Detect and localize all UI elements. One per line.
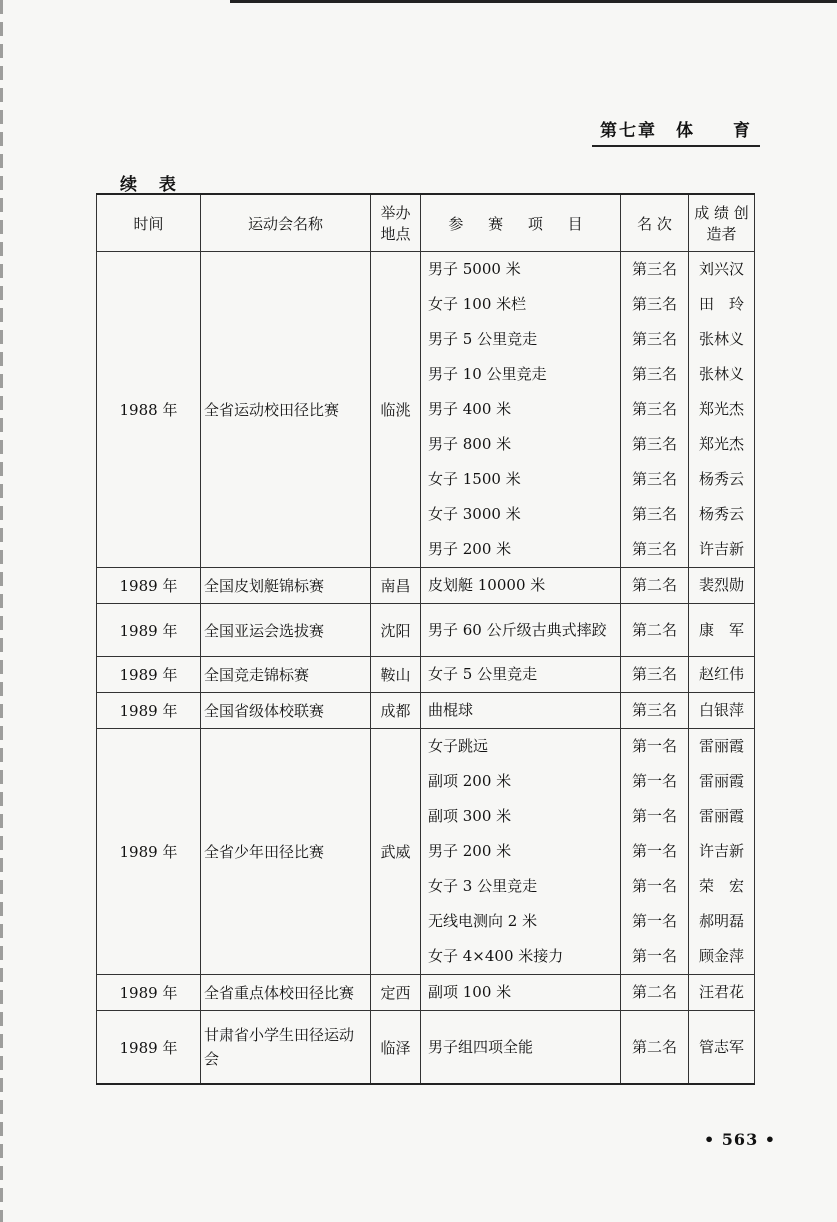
cell-rank-list	[621, 693, 689, 729]
chapter-heading: 第七章 体 育	[592, 116, 760, 147]
cell-rank-list	[621, 568, 689, 604]
entry-event: 男子 200 米	[428, 842, 512, 860]
table-body	[97, 252, 755, 1085]
cell-event-list	[421, 604, 621, 657]
entry-athlete: 许吉新	[698, 540, 744, 558]
entry-event: 皮划艇 10000 米	[428, 576, 546, 594]
table-header-row	[97, 194, 755, 252]
entry-athlete: 杨秀云	[698, 470, 744, 488]
table-row	[97, 657, 755, 693]
entry-athlete: 白银萍	[698, 701, 744, 719]
entry-event: 女子 3000 米	[428, 505, 521, 523]
entry-event: 女子 1500 米	[428, 470, 521, 488]
entry-event: 女子 4×400 米接力	[428, 947, 564, 965]
entry-rank: 第三名	[631, 665, 677, 683]
entry-athlete: 张林义	[698, 330, 744, 348]
cell-time: 1989 年	[97, 975, 201, 1011]
cell-time: 1989 年	[97, 604, 201, 657]
cell-meet: 全省少年田径比赛	[201, 729, 371, 975]
table-row	[97, 604, 755, 657]
entry-rank: 第三名	[631, 295, 677, 313]
entry-event: 女子跳远	[428, 737, 489, 755]
page-number: • 563 •	[704, 1130, 776, 1149]
entry-event: 无线电测向 2 米	[428, 912, 538, 930]
entry-athlete: 雷丽霞	[698, 772, 744, 790]
continued-label: 续 表	[120, 175, 184, 195]
cell-event-list	[421, 975, 621, 1011]
table-row	[97, 729, 755, 975]
entry-athlete: 管志军	[698, 1038, 744, 1056]
cell-athlete-list	[689, 729, 755, 975]
entry-athlete: 雷丽霞	[698, 807, 744, 825]
cell-time: 1989 年	[97, 657, 201, 693]
cell-meet: 全国竞走锦标赛	[201, 657, 371, 693]
cell-athlete-list	[689, 975, 755, 1011]
entry-rank: 第一名	[631, 877, 677, 895]
entry-rank: 第三名	[631, 365, 677, 383]
entry-rank: 第三名	[631, 540, 677, 558]
top-rule	[230, 0, 837, 3]
cell-athlete-list	[689, 657, 755, 693]
cell-place: 临洮	[371, 252, 421, 568]
entry-rank: 第三名	[631, 470, 677, 488]
entry-event: 男子 200 米	[428, 540, 512, 558]
table-row	[97, 693, 755, 729]
entry-rank: 第三名	[631, 701, 677, 719]
col-header-place: 举办地点	[371, 194, 421, 252]
entry-event: 男子 10 公里竞走	[428, 365, 547, 383]
entry-athlete: 雷丽霞	[698, 737, 744, 755]
cell-meet: 全国省级体校联赛	[201, 693, 371, 729]
cell-place: 临泽	[371, 1011, 421, 1085]
entry-athlete: 郑光杰	[698, 435, 744, 453]
entry-rank: 第三名	[631, 260, 677, 278]
entry-rank: 第三名	[631, 505, 677, 523]
entry-athlete: 田 玲	[698, 295, 744, 313]
entry-rank: 第一名	[631, 772, 677, 790]
entry-athlete: 刘兴汉	[698, 260, 744, 278]
entry-rank: 第一名	[631, 947, 677, 965]
entry-event: 女子 100 米栏	[428, 295, 527, 313]
entry-rank: 第一名	[631, 737, 677, 755]
cell-event-list	[421, 568, 621, 604]
entry-rank: 第三名	[631, 435, 677, 453]
cell-meet: 全省运动校田径比赛	[201, 252, 371, 568]
entry-event: 副项 200 米	[428, 772, 512, 790]
cell-rank-list	[621, 1011, 689, 1085]
cell-place: 沈阳	[371, 604, 421, 657]
cell-place: 定西	[371, 975, 421, 1011]
cell-rank-list	[621, 729, 689, 975]
cell-time: 1989 年	[97, 568, 201, 604]
entry-athlete: 许吉新	[698, 842, 744, 860]
cell-rank-list	[621, 657, 689, 693]
entry-athlete: 郝明磊	[698, 912, 744, 930]
cell-time: 1989 年	[97, 729, 201, 975]
results-table	[96, 193, 755, 1085]
cell-athlete-list	[689, 568, 755, 604]
cell-time: 1989 年	[97, 1011, 201, 1085]
col-header-time: 时间	[97, 194, 201, 252]
cell-event-list	[421, 693, 621, 729]
entry-rank: 第二名	[631, 621, 677, 639]
cell-event-list	[421, 657, 621, 693]
entry-athlete: 郑光杰	[698, 400, 744, 418]
cell-place: 南昌	[371, 568, 421, 604]
cell-rank-list	[621, 252, 689, 568]
entry-athlete: 裴烈勋	[698, 576, 744, 594]
entry-rank: 第三名	[631, 400, 677, 418]
entry-event: 女子 5 公里竞走	[428, 665, 538, 683]
cell-time: 1988 年	[97, 252, 201, 568]
cell-athlete-list	[689, 252, 755, 568]
cell-rank-list	[621, 975, 689, 1011]
col-header-meet: 运动会名称	[201, 194, 371, 252]
cell-meet: 全国亚运会选拔赛	[201, 604, 371, 657]
cell-event-list	[421, 729, 621, 975]
table-row	[97, 568, 755, 604]
cell-athlete-list	[689, 604, 755, 657]
cell-athlete-list	[689, 1011, 755, 1085]
entry-event: 男子 60 公斤级古典式摔跤	[428, 621, 607, 639]
entry-athlete: 荣 宏	[698, 877, 744, 895]
entry-rank: 第三名	[631, 330, 677, 348]
entry-athlete: 顾金萍	[698, 947, 744, 965]
entry-rank: 第一名	[631, 807, 677, 825]
entry-event: 男子 400 米	[428, 400, 512, 418]
entry-event: 女子 3 公里竞走	[428, 877, 538, 895]
cell-event-list	[421, 1011, 621, 1085]
entry-event: 副项 100 米	[428, 983, 512, 1001]
entry-athlete: 赵红伟	[698, 665, 744, 683]
entry-event: 男子 800 米	[428, 435, 512, 453]
entry-rank: 第一名	[631, 842, 677, 860]
entry-rank: 第二名	[631, 1038, 677, 1056]
entry-event: 男子组四项全能	[428, 1038, 534, 1056]
entry-athlete: 汪君花	[698, 983, 744, 1001]
col-header-athlete: 成 绩 创造者	[689, 194, 755, 252]
col-header-rank: 名 次	[621, 194, 689, 252]
entry-athlete: 杨秀云	[698, 505, 744, 523]
entry-rank: 第一名	[631, 912, 677, 930]
entry-rank: 第二名	[631, 983, 677, 1001]
col-header-event: 参 赛 项 目	[421, 194, 621, 252]
table-row	[97, 975, 755, 1011]
entry-event: 副项 300 米	[428, 807, 512, 825]
cell-place: 成都	[371, 693, 421, 729]
entry-athlete: 康 军	[698, 621, 744, 639]
cell-athlete-list	[689, 693, 755, 729]
cell-rank-list	[621, 604, 689, 657]
cell-meet: 甘肃省小学生田径运动会	[201, 1011, 371, 1085]
entry-event: 男子 5000 米	[428, 260, 521, 278]
entry-rank: 第二名	[631, 576, 677, 594]
entry-event: 男子 5 公里竞走	[428, 330, 538, 348]
table-row	[97, 1011, 755, 1085]
cell-time: 1989 年	[97, 693, 201, 729]
binding-edge	[0, 0, 3, 1222]
cell-meet: 全省重点体校田径比赛	[201, 975, 371, 1011]
cell-meet: 全国皮划艇锦标赛	[201, 568, 371, 604]
cell-place: 武威	[371, 729, 421, 975]
table-row	[97, 252, 755, 568]
cell-place: 鞍山	[371, 657, 421, 693]
entry-event: 曲棍球	[428, 701, 474, 719]
entry-athlete: 张林义	[698, 365, 744, 383]
cell-event-list	[421, 252, 621, 568]
